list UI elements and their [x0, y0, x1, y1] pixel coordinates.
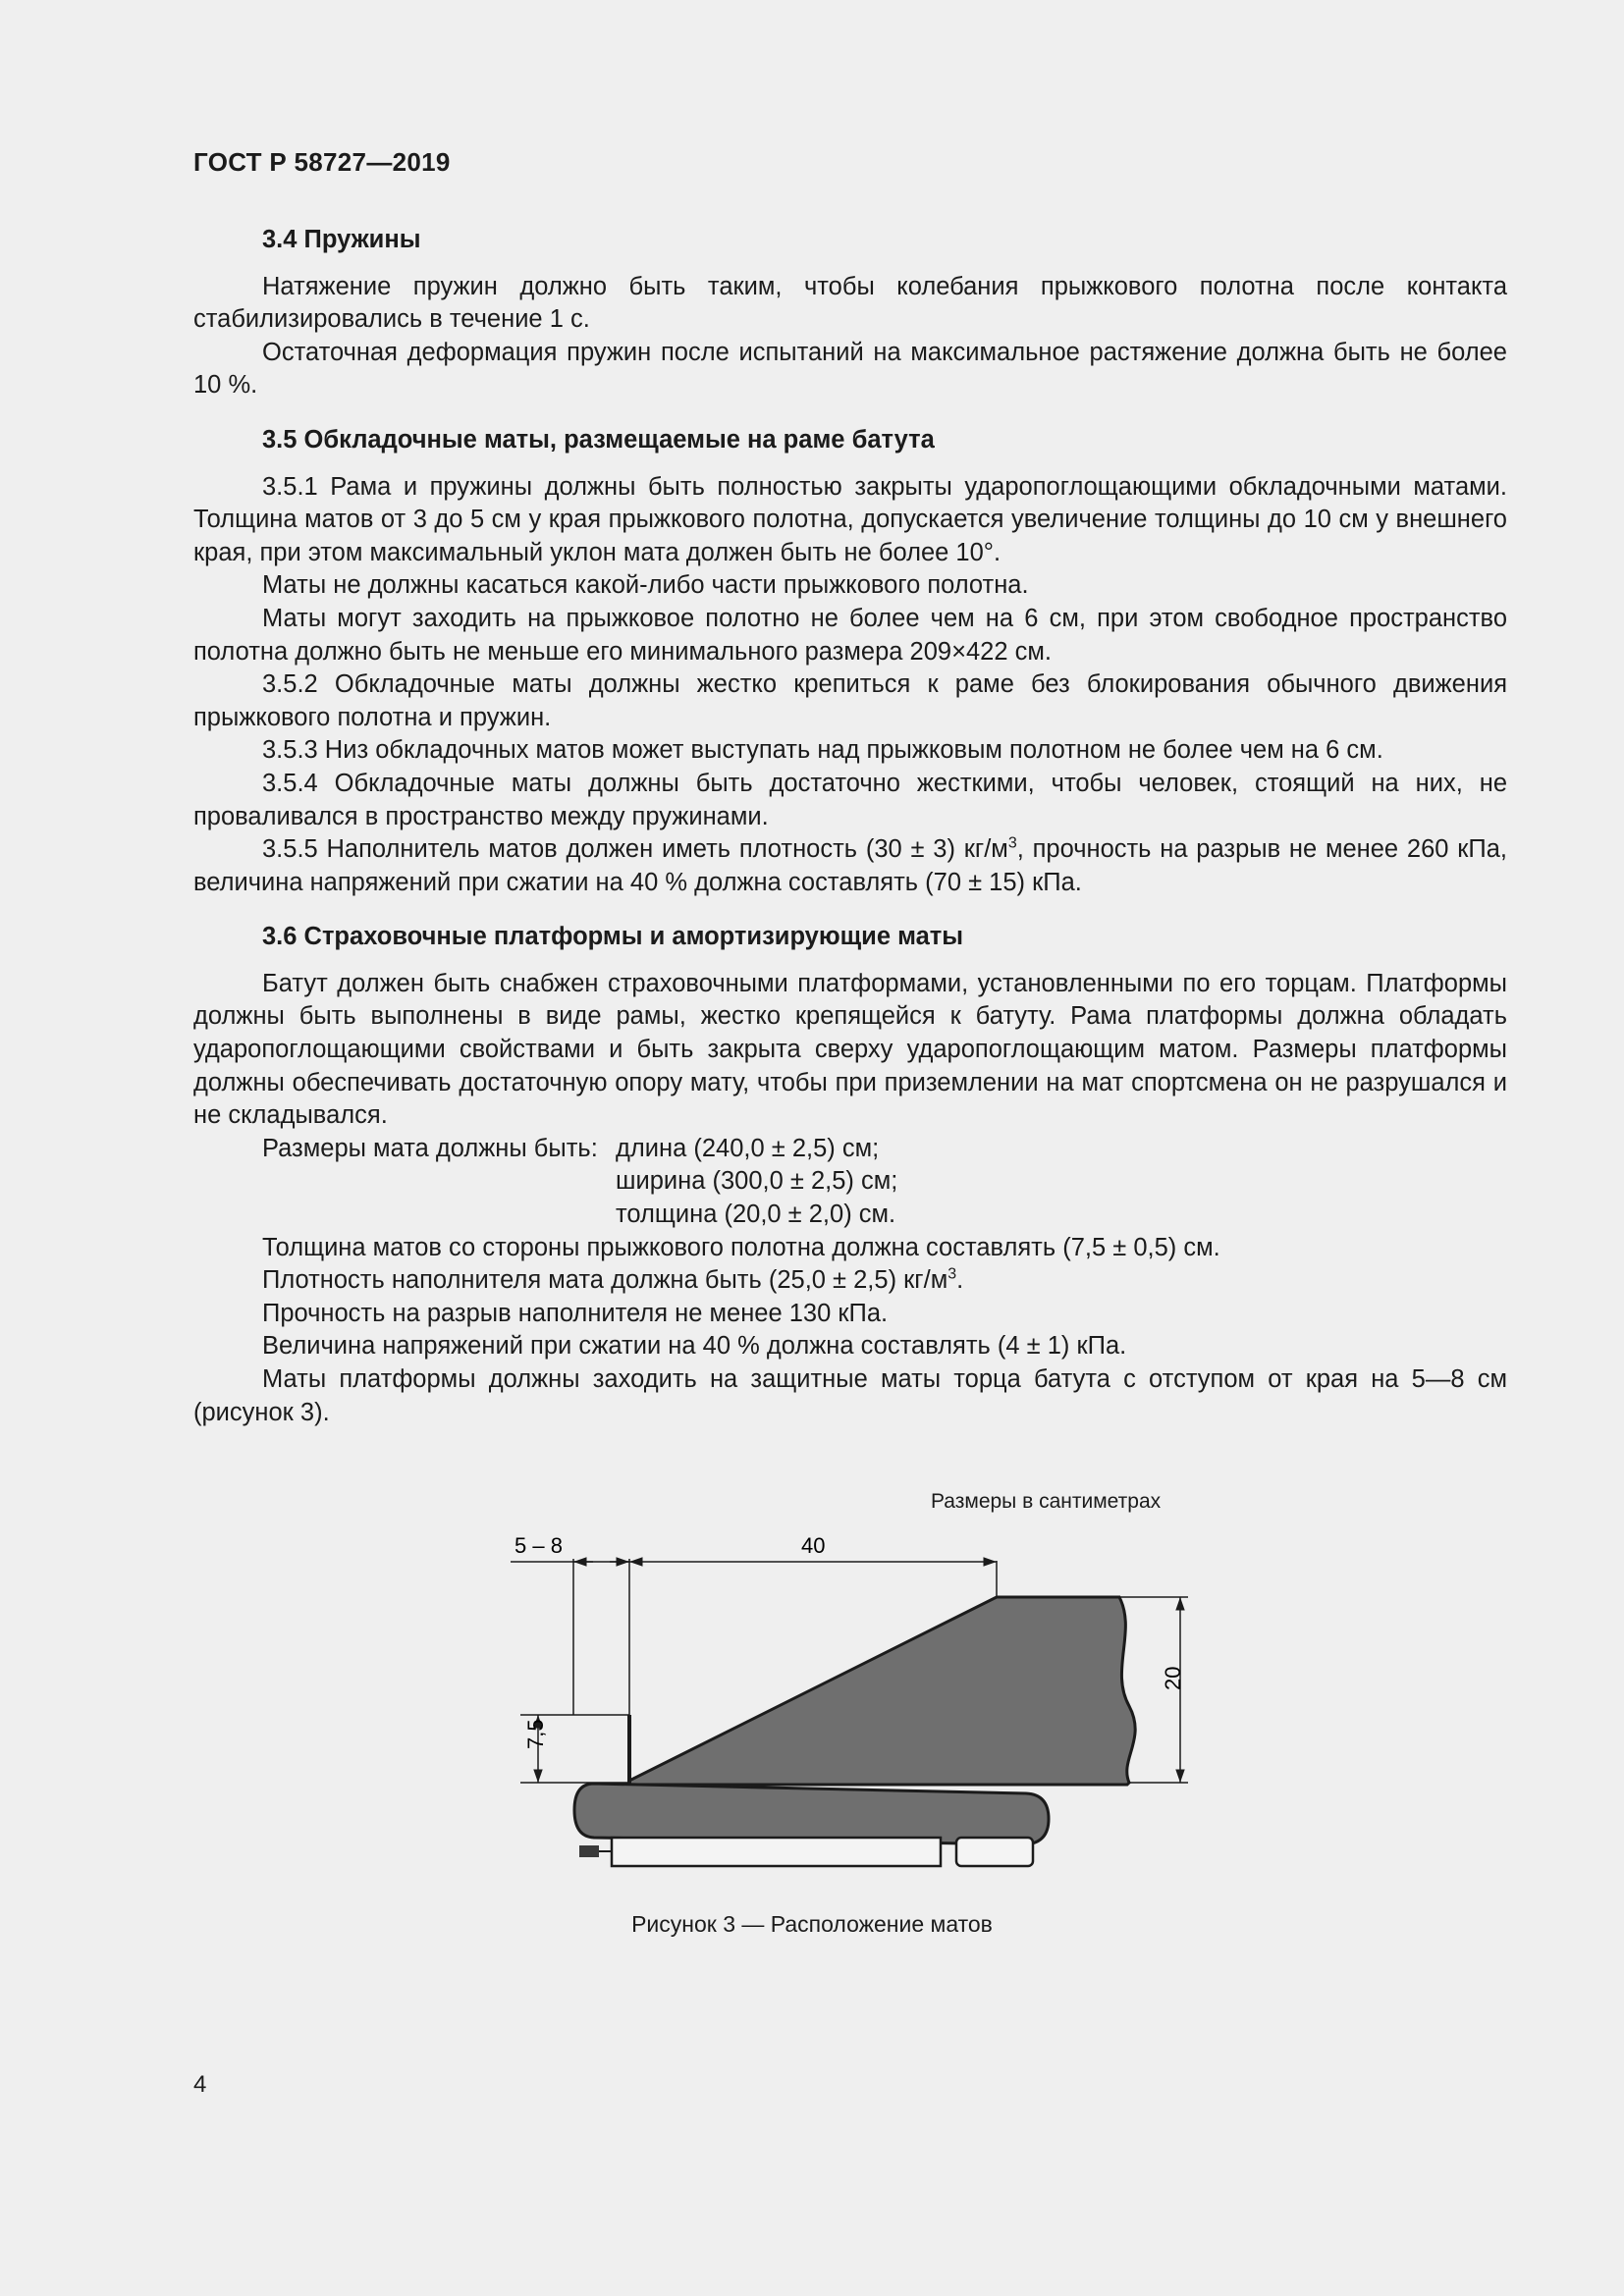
paragraph: Прочность на разрыв наполнителя не менее 130 кПа. [262, 1299, 889, 1327]
paragraph [193, 1264, 1507, 1298]
dimension-width: ширина (300,0 ± 2,5) см; [616, 1167, 898, 1196]
paragraph: Батут должен быть снабжен страховочными платформами, установленными по его торцам. Платформы должны быть выполнены в виде рамы, жестко крепящейся к батуту. Рама платформы должна обладать ударопоглощающими свойствами и быть закрыта сверху ударопоглощающим матом. Размеры платформы должны обеспечивать достаточную опору мату, чтобы при приземлении на мат спортсмена он не разрушался и не складывался. [193, 969, 1507, 1130]
paragraph: 3.5.1 Рама и пружины должны быть полностью закрыты ударопоглощающими обкладочными матами. Толщина матов от 3 до 5 см у края прыжкового полотна, допускается увеличение толщины до 10 см у внешнего края, при этом максимальный уклон мата должен быть не более 10°. [193, 472, 1507, 566]
paragraph: Остаточная деформация пружин после испытаний на максимальное растяжение должна быть не более 10 %. [193, 338, 1507, 400]
dimension-length: длина (240,0 ± 2,5) см; [616, 1134, 880, 1162]
figure-caption: Рисунок 3 — Расположение матов [631, 1911, 993, 1937]
paragraph: 3.5.3 Низ обкладочных матов может выступать над прыжковым полотном не более чем на 6 см. [262, 736, 1383, 765]
page-number: 4 [193, 2071, 207, 2098]
dim-edge-label: 7,5 [523, 1719, 548, 1749]
text-run: . [956, 1266, 964, 1295]
paragraph: Маты не должны касаться какой-либо части прыжкового полотна. [262, 571, 1029, 600]
frame-cap [579, 1845, 599, 1857]
paragraph: Толщина матов со стороны прыжкового полотна должна составлять (7,5 ± 0,5) см. [262, 1233, 1220, 1261]
superscript: 3 [947, 1265, 957, 1283]
section-heading-3-6: 3.6 Страховочные платформы и амортизирующие маты [262, 923, 964, 951]
dim-offset-label: 5 – 8 [514, 1533, 563, 1558]
dim-length-label: 40 [801, 1533, 826, 1558]
dim-height-label: 20 [1161, 1666, 1185, 1690]
paragraph: 3.5.2 Обкладочные маты должны жестко крепиться к раме без блокирования обычного движения прыжкового полотна и пружин. [193, 670, 1507, 731]
superscript: 3 [1007, 834, 1017, 852]
frame-bar [612, 1838, 941, 1866]
dimensions-label: Размеры мата должны быть: [262, 1134, 598, 1162]
dimension-thickness: толщина (20,0 ± 2,0) см. [616, 1201, 896, 1229]
document-id: ГОСТ Р 58727—2019 [193, 147, 451, 177]
paragraph: Величина напряжений при сжатии на 40 % должна составлять (4 ± 1) кПа. [262, 1332, 1127, 1361]
text-run: , прочность на разрыв не менее 260 кПа, величина напряжений при сжатии на 40 % должна составлять (70 ± 15) кПа. [193, 835, 1507, 896]
paragraph: 3.5.4 Обкладочные маты должны быть достаточно жесткими, чтобы человек, стоящий на них, не проваливался в пространство между пружинами. [193, 769, 1507, 830]
paragraph: Натяжение пружин должно быть таким, чтобы колебания прыжкового полотна после контакта стабилизировались в течение 1 с. [193, 272, 1507, 334]
protective-mat-shape [574, 1784, 1049, 1844]
platform-mat-shape [629, 1597, 1135, 1785]
paragraph: Маты могут заходить на прыжковое полотно не более чем на 6 см, при этом свободное пространство полотна должно быть не меньше его минимального размера 209×422 см. [193, 604, 1507, 666]
mat-dimensions [193, 1133, 1507, 1232]
paragraph: Маты платформы должны заходить на защитные маты торца батута с отступом от края на 5—8 см (рисунок 3). [193, 1365, 1507, 1426]
document-body [193, 224, 1507, 1429]
paragraph [193, 833, 1507, 899]
frame-end-block [956, 1838, 1033, 1866]
text-run: Плотность наполнителя мата должна быть (25,0 ± 2,5) кг/м [262, 1266, 948, 1295]
section-heading-3-4: 3.4 Пружины [262, 226, 421, 253]
section-heading-3-5: 3.5 Обкладочные маты, размещаемые на раме батута [262, 425, 935, 454]
figure-units-note: Размеры в сантиметрах [931, 1490, 1162, 1513]
dimensions-list [616, 1133, 897, 1232]
text-run: 3.5.5 Наполнитель матов должен иметь плотность (30 ± 3) кг/м [262, 835, 1008, 864]
